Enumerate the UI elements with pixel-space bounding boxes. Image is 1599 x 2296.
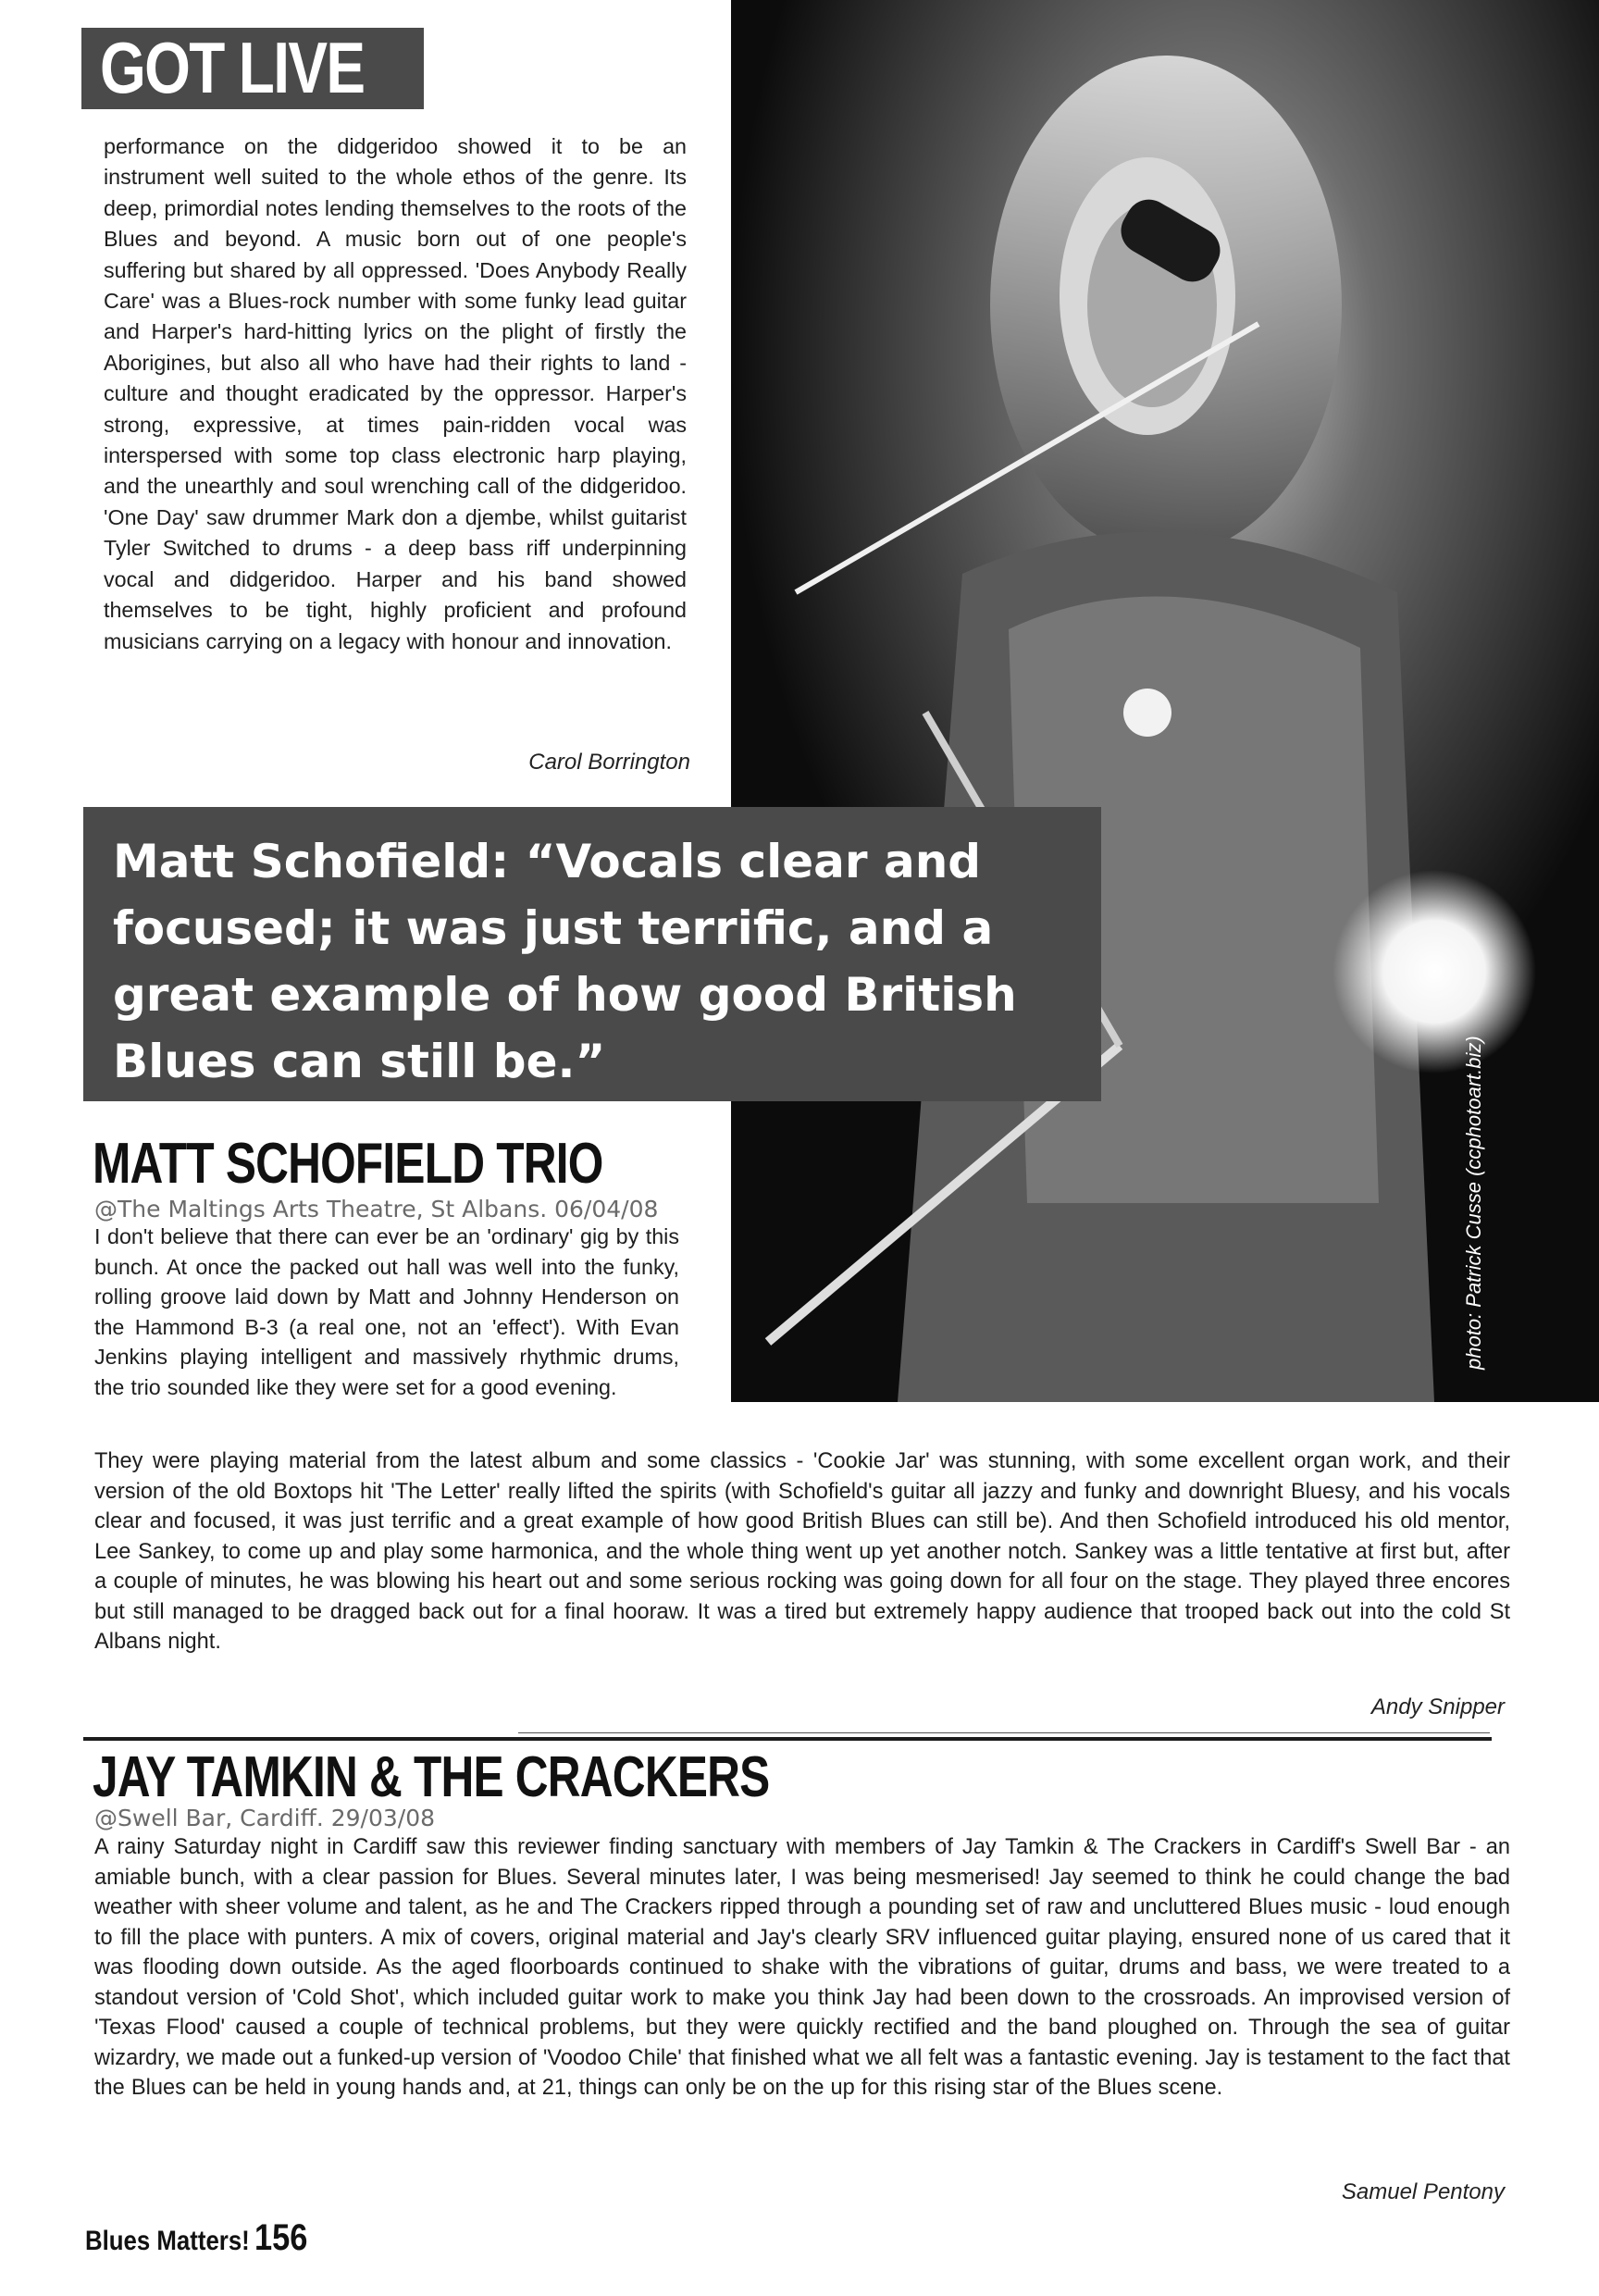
review-schofield-body: They were playing material from the latest album and some classics - 'Cookie Jar' was stunning, with some excellent organ work, and their version of the old Boxtops hit 'The Letter' really lifted the spirits (with Schofield's guitar all jazzy and funky and downright Bluesy, and his vocals clear and focused, it was just terrific and a great example of how good British Blues can still be). And then Schofield introduced his old mentor, Lee Sankey, to come up and play some harmonica, and the whole thing went up yet another notch. Sankey was a little tentative at first but, after a couple of minutes, he was blowing his heart out and some serious rocking was going down for all four on the stage. They played three encores but still managed to be dragged back out for a final hooraw. It was a tired but extremely happy audience that trooped back out into the cold St Albans night. <box>94 1449 1510 1654</box>
review-venue-schofield: @The Maltings Arts Theatre, St Albans. 06/04/08 <box>94 1196 659 1222</box>
section-title: GOT LIVE <box>100 27 365 108</box>
review-tamkin-body: A rainy Saturday night in Cardiff saw this reviewer finding sanctuary with members of Jay Tamkin & The Crackers in Cardiff's Swell Bar - an amiable bunch, with a clear passion for Blues. Several minutes later, I was being mesmerised! Jay seemed to think he could change the bad weather with sheer volume and talent, as he and The Crackers ripped through a pounding set of raw and uncluttered Blues music - loud enough to fill the place with punters. A mix of covers, original material and Jay's clearly SRV influenced guitar playing, ensured none of us cared that it was flooding down outside. As the aged floorboards continued to shake with the vibrations of guitar, drums and bass, we were treated to a standout version of 'Cold Shot', which included guitar work to make you think Jay had been down to the crossroads. An improvised version of 'Texas Flood' caused a couple of technical problems, but they were quickly rectified and the band ploughed on. Through the sea of guitar wizardry, we made out a funked-up version of 'Voodoo Chile' that finished what we all felt was a fantastic evening. Jay is testament to the fact that the Blues can be held in young hands and, at 21, things can only be on the up for this rising star of the Blues scene. <box>94 1835 1510 2100</box>
section-divider <box>83 1737 1492 1741</box>
section-divider-thin <box>518 1732 1490 1733</box>
review-schofield-author: Andy Snipper <box>1370 1694 1505 1719</box>
review-venue-tamkin: @Swell Bar, Cardiff. 29/03/08 <box>94 1805 436 1831</box>
review-title-tamkin: JAY TAMKIN & THE CRACKERS <box>93 1745 770 1809</box>
photo-credit: photo: Patrick Cusse (ccphotoart.biz) <box>1462 1036 1485 1370</box>
review-tamkin-author: Samuel Pentony <box>1341 2179 1505 2204</box>
review-harper-author: Carol Borrington <box>528 750 690 775</box>
page-number: 156 <box>254 2217 308 2258</box>
pull-quote: Matt Schofield: “Vocals clear and focused; it was just terrific, and a great example of how good British Blues can still be.” <box>113 835 1017 1088</box>
review-schofield-intro: I don't believe that there can ever be an 'ordinary' gig by this bunch. At once the packed out hall was well into the funky, rolling groove laid down by Matt and Johnny Henderson on the Hammond B-3 (a real one, not an 'effect'). With Evan Jenkins playing intelligent and massively rhythmic drums, the trio sounded like they were set for a good evening. <box>94 1224 679 1399</box>
review-title-schofield: MATT SCHOFIELD TRIO <box>93 1132 603 1196</box>
review-harper-body: performance on the didgeridoo showed it to be an instrument well suited to the whole ethos of the genre. Its deep, primordial notes lending themselves to the roots of the Blues and beyond. A music born out of one people's suffering but shared by all oppressed. 'Does Anybody Really Care' was a Blues-rock number with some funky lead guitar and Harper's hard-hitting lyrics on the plight of firstly the Aborigines, but also all who have had their rights to land - culture and thought eradicated by the oppressor. Harper's strong, expressive, at times pain-ridden vocal was interspersed with some top class electronic harp playing, and the unearthly and soul wrenching call of the didgeridoo. 'One Day' saw drummer Mark don a djembe, whilst guitarist Tyler Switched to drums - a deep bass riff underpinning vocal and didgeridoo. Harper and his band showed themselves to be tight, highly proficient and profound musicians carrying on a legacy with honour and innovation. <box>104 134 687 653</box>
magazine-name: Blues Matters! <box>85 2226 250 2256</box>
page-footer <box>85 2217 307 2259</box>
